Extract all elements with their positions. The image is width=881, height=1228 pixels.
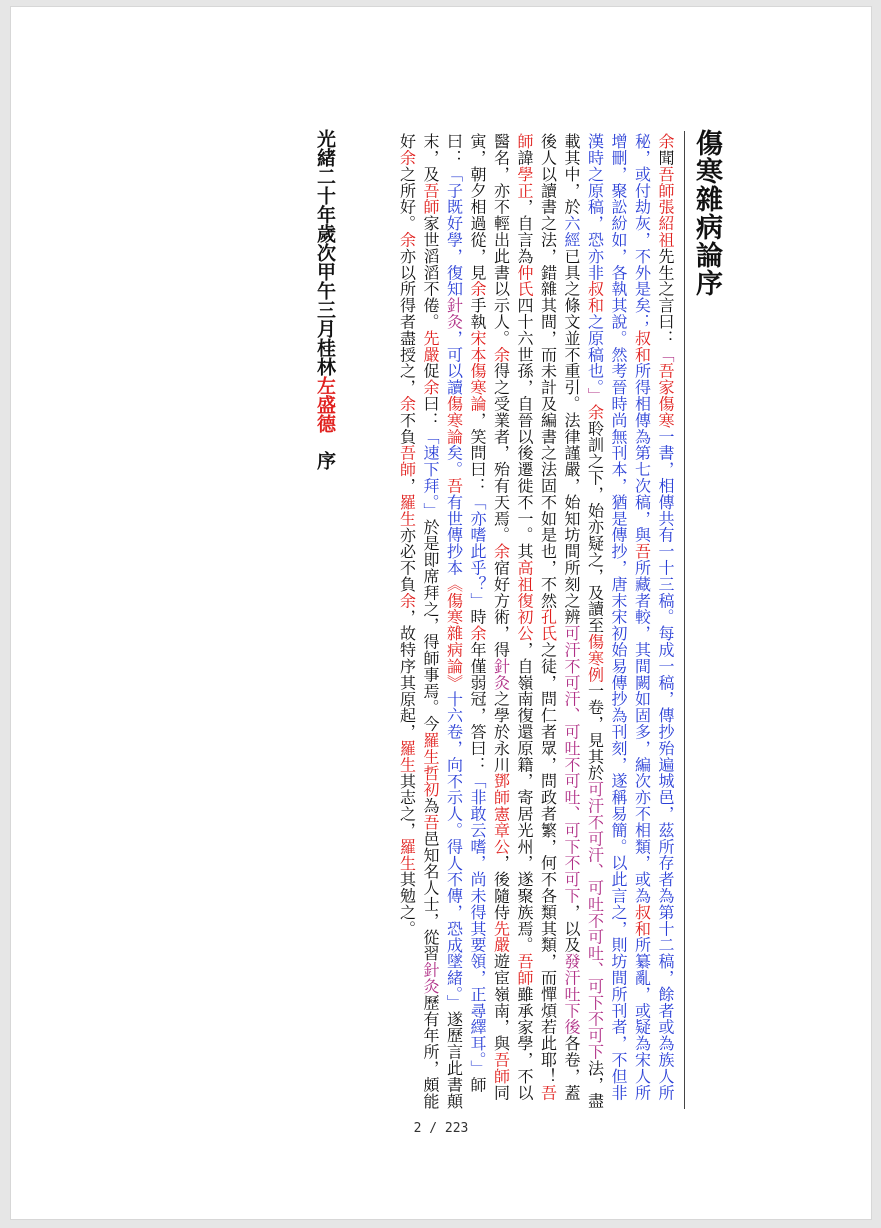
text-segment: 針灸 (421, 961, 440, 995)
document-page (10, 6, 872, 1220)
text-segment: 先嚴 (491, 920, 511, 954)
text-segment: 孔氏 (538, 608, 558, 642)
text-segment: 亦以所得者盡授之， (397, 247, 417, 396)
text-segment: 余 (656, 133, 675, 150)
text-segment: 聆訓之下，始亦疑之，及讀至 (585, 420, 605, 634)
text-segment: 傷寒論 (444, 395, 464, 445)
text-segment: 吾師 (421, 182, 440, 216)
text-segment: ，以及 (562, 903, 581, 954)
text-segment: 家世滔滔不倦。 (421, 215, 440, 330)
text-segment: 已具之條文並不重引。法律謹嚴，始知坊間所刻之辨 (562, 247, 581, 626)
text-segment: 年僅弱冠，答曰： (468, 641, 487, 773)
text-segment: 宿好方術，得 (491, 559, 511, 658)
text-segment: 四十六世孫，自晉以後遷徙不一。其 (515, 297, 534, 560)
text-segment: 諱 (515, 149, 534, 166)
text-segment: 有世傳抄本 (444, 493, 464, 576)
text-segment: 吾師 (491, 1051, 511, 1085)
text-segment: 《傷寒雜病論》 (444, 575, 464, 691)
text-segment: 歷有年所，頗能好 (397, 133, 440, 1110)
signature-line (313, 129, 337, 629)
text-segment: 余 (491, 346, 511, 363)
text-segment: 得之受業者，殆有天焉。 (491, 362, 511, 544)
text-segment: 仲氏 (515, 264, 534, 298)
text-segment: 「 (656, 346, 675, 363)
text-segment: 叔和 (585, 280, 605, 314)
text-segment: 余 (585, 403, 605, 421)
text-segment: 羅生 (397, 493, 417, 527)
text-segment: 遊宦嶺南，與 (491, 953, 511, 1052)
page-title: 傷寒雜病論序 (691, 129, 722, 297)
text-segment: 余 (397, 395, 417, 412)
text-segment: ，故特序其原起， (397, 608, 417, 740)
text-segment: 余 (397, 592, 417, 609)
text-segment: 吾 (632, 543, 652, 560)
text-segment: 可汗不可汗、可吐不可吐、可下不可下 (585, 781, 605, 1060)
text-segment: 針灸 (444, 297, 464, 330)
text-segment: 邑知名人士，從習 (421, 830, 440, 962)
text-segment: 雖承家學，不以醫名，亦不輕出此書以示人。 (491, 133, 534, 1101)
text-segment: 高祖復初公 (515, 559, 534, 642)
text-segment: 叔和 (632, 329, 652, 363)
text-segment: 手執 (468, 297, 487, 330)
text-segment: 之原稿也。 (585, 313, 605, 388)
text-segment: 矣。 (444, 444, 464, 478)
text-segment: 余 (397, 149, 417, 166)
text-segment: ，可以讀 (444, 329, 464, 396)
text-segment: 之學於永川 (491, 690, 511, 773)
text-segment: 羅生 (397, 838, 417, 872)
text-segment: 促 (421, 362, 440, 380)
text-segment: 「非敢云嗜，尚未得其要領，正尋繹耳。」 (468, 772, 487, 1077)
text-segment: 羅生哲初 (421, 731, 440, 798)
text-segment: 吾 (421, 813, 440, 831)
text-segment: 宋本傷寒論 (468, 329, 487, 412)
signature-author: 左盛德 (314, 376, 336, 433)
text-segment: 余 (468, 625, 487, 642)
text-segment: 吾師 (397, 444, 417, 478)
text-segment: 十六卷，向不示人。得人不傳，恐成墜緒。」 (444, 690, 464, 1011)
text-segment: 可汗不可汗、可吐不可吐、可下不可下 (562, 625, 581, 904)
text-segment: 其勉之。 (397, 871, 417, 937)
text-segment: 傷寒例 (585, 633, 605, 683)
text-segment: 一書，相傳共有一十三稿。每成一稿，傳抄殆遍城邑，茲所存者為第十二稿，餘者或為族人所秘，或付劫灰，不外是矣； (632, 133, 675, 1101)
text-segment: 聞 (656, 149, 675, 166)
signature-date-place: 光緒二十年歲次甲午三月桂林 (314, 129, 336, 376)
text-segment: 師曰： (444, 133, 487, 1093)
text-segment: 同寅，朝夕相過從，見 (468, 133, 511, 1101)
text-segment: 先生之言曰： (656, 247, 675, 347)
text-segment: 一卷，見其於 (585, 682, 605, 782)
text-segment: 余 (421, 379, 440, 396)
text-segment: 之徒，問仁者眾，問政者繁，何不各類其類，而憚煩若此耶！ (538, 641, 558, 1085)
text-segment: 羅生 (397, 739, 417, 773)
text-segment: 「亦嗜此乎？」 (468, 493, 487, 609)
text-segment: 各卷，蓋後人以讀書之法，錯雜其間，而未計及編書之法固不如是也，不然 (538, 133, 581, 1101)
text-segment: 叔和 (632, 903, 652, 937)
text-segment: 吾師張紹祖 (656, 165, 675, 248)
text-segment: ，後隨侍 (491, 854, 511, 921)
page-number: 2 / 223 (413, 1121, 469, 1136)
signature-suffix: 序 (314, 451, 336, 470)
text-segment: 六經 (562, 215, 581, 248)
text-segment: 先嚴 (421, 329, 440, 363)
text-segment: ，自嶺南復還原籍，寄居光州，遂聚族焉。 (515, 641, 534, 954)
text-segment: 「子既好學，復知 (444, 165, 464, 298)
text-segment: 吾師 (515, 953, 534, 986)
title-divider (684, 131, 685, 1109)
text-segment: 余 (397, 231, 417, 248)
text-segment: 余 (468, 280, 487, 298)
text-segment: 吾師 (515, 133, 558, 1101)
text-segment: 「速下拜。」 (421, 428, 440, 519)
text-segment: 其志之， (397, 772, 417, 839)
text-segment: 鄧師憲章公 (491, 772, 511, 855)
text-segment: 學正 (515, 165, 534, 199)
text-segment: 所纂亂，或疑為宋人所增刪，聚訟紛如，各執其說。然考晉時尚無刊本，猶是傳抄，唐末宋初始易傳抄為刊刻，遂稱易簡。以此言之，則坊間所刊者，不但非漢時之原稿，恐亦非 (585, 133, 652, 1101)
text-segment: 吾家傷寒 (656, 362, 675, 429)
text-segment: 時 (468, 608, 487, 626)
text-segment: 亦必不負 (397, 526, 417, 593)
text-segment: 曰： (421, 395, 440, 429)
text-segment: 為 (421, 797, 440, 814)
text-segment: ， (397, 477, 417, 494)
preface-body-text (351, 133, 677, 1113)
text-segment: ，自言為 (515, 198, 534, 265)
text-segment: 之所好。 (397, 165, 417, 232)
text-segment: 法，盡載其中，於 (562, 133, 605, 1110)
text-segment: 不負 (397, 411, 417, 445)
text-segment: 余 (491, 543, 511, 560)
text-segment: 所藏者較，其間闕如固多，編次亦不相類，或為 (632, 559, 652, 904)
text-segment: 發汗吐下後 (562, 953, 581, 1036)
text-segment: 所得相傳為第七次稿，與 (632, 362, 652, 544)
text-segment: 吾 (444, 477, 464, 494)
text-segment: 遂歷言此書顛末，及 (421, 133, 464, 1110)
text-segment: 針灸 (491, 657, 511, 691)
text-segment: 於是即席拜之，得師事焉。今 (421, 518, 440, 732)
text-segment: 」 (585, 387, 605, 404)
text-segment: ，笑問曰： (468, 411, 487, 494)
